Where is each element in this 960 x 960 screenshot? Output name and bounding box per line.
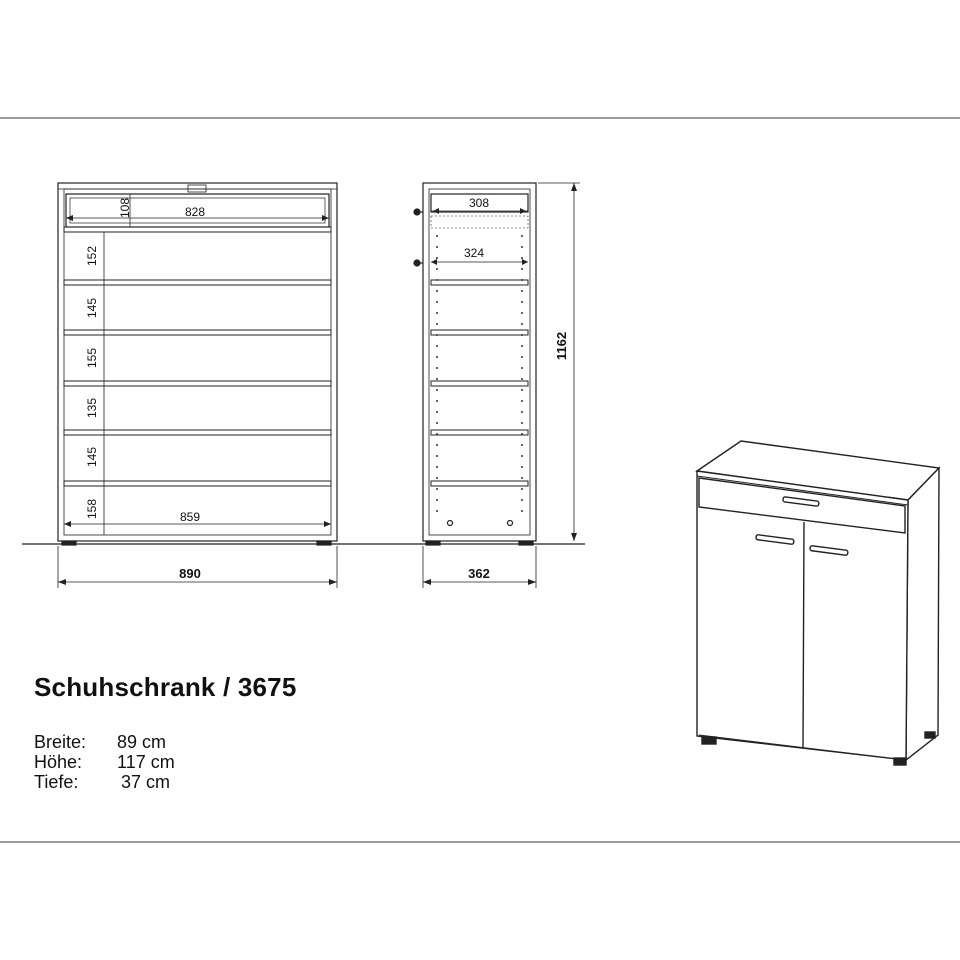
shelf-hole-dot [436,334,438,336]
shelf-hole-dot [521,323,523,325]
shelf-hole-dot [436,290,438,292]
shelf-hole-dot [521,389,523,391]
shelf-hole-dot [436,400,438,402]
shelf-hole-dot [436,510,438,512]
shelf-gap-label-3: 155 [85,347,99,369]
shelf-gap-label-4: 135 [85,397,99,419]
shelf-gap-label-5: 145 [85,446,99,468]
shelf-hole-dot [436,444,438,446]
front-foot-right [317,541,331,545]
spec-height-label: Höhe: [34,752,83,772]
shelf-hole-dot [521,334,523,336]
shelf-hole-dot [521,444,523,446]
spec-height [34,752,175,772]
shelf-hole-dot [521,290,523,292]
shelf-hole-dot [436,411,438,413]
cabinet-isometric-illustration [697,441,939,765]
shelf-hole-dot [521,356,523,358]
shelf-hole-dot [436,466,438,468]
shelf-hole-dot [521,301,523,303]
spec-depth-label: Tiefe: [34,772,79,792]
shelf-hole-dot [521,400,523,402]
overall-width-label: 890 [179,566,201,581]
shelf-hole-dot [436,488,438,490]
top-connector-mark [188,185,206,192]
shelf-hole-dot [436,301,438,303]
shelf-hole-dot [436,246,438,248]
shelf-hole-dot [521,235,523,237]
shelf-hole-dot [521,345,523,347]
spec-depth [34,772,170,792]
overall-height-label: 1162 [554,331,569,361]
drawer-runner [431,216,528,228]
shelf-hole-dot [436,433,438,435]
shelf-hole-dot [436,312,438,314]
shelf-depth-label: 324 [463,246,485,260]
shelf-gap-label-2: 145 [85,297,99,319]
side-shelves [431,280,528,486]
side-view [414,183,580,588]
spec-width-value: 89 cm [117,732,167,752]
shelf-hole-dot [436,378,438,380]
spec-depth-value: 37 cm [121,772,171,792]
shelf-hole-dot [521,268,523,270]
shelf-hole-dot [436,257,438,259]
shelf-gap-label-6: 158 [85,498,99,520]
spec-width [34,732,166,752]
shelf-hole-dot [521,433,523,435]
shelf-hole-dot [436,389,438,391]
side-carcass [423,183,536,541]
page-title: Schuhschrank / 3675 [34,672,297,702]
drawer-width-label: 828 [184,205,206,219]
shelf-hole-dot [436,356,438,358]
shelf-hole-dot [521,257,523,259]
spec-height-value: 117 cm [117,752,175,772]
shelf-hole-dot [521,466,523,468]
shelf-hole-dot [436,345,438,347]
door-split-line [803,522,804,748]
shelf-hole-dot [521,499,523,501]
drawer-height-label: 108 [118,197,132,219]
shelf-hole-dots [436,235,523,512]
shelf-hole-dot [436,367,438,369]
shelf-hole-dot [436,477,438,479]
shelf-hole-dot [521,279,523,281]
shelf-hole-dot [436,499,438,501]
shelf-hole-dot [521,477,523,479]
shelf-hole-dot [521,510,523,512]
drawer-depth-label: 308 [468,196,490,210]
inner-width-label: 859 [179,510,201,524]
side-screw-hole [448,521,453,526]
shelf-hole-dot [436,235,438,237]
shelf-hole-dot [521,378,523,380]
overall-depth-label: 362 [468,566,490,581]
shelf-hole-dot [521,455,523,457]
shelf-hole-dot [436,422,438,424]
shelf-hole-dot [521,367,523,369]
shelf-hole-dot [436,323,438,325]
spec-width-label: Breite: [34,732,87,752]
front-carcass [58,183,337,541]
shelf-hole-dot [436,268,438,270]
shelf-hole-dot [521,312,523,314]
shelf-hole-dot [521,422,523,424]
shelf-hole-dot [521,488,523,490]
shelf-hole-dot [521,411,523,413]
shelf-hole-dot [436,279,438,281]
front-foot-left [62,541,76,545]
shelf-gap-label-1: 152 [85,245,99,267]
shelf-hole-dot [436,455,438,457]
shelf-hole-dot [521,246,523,248]
